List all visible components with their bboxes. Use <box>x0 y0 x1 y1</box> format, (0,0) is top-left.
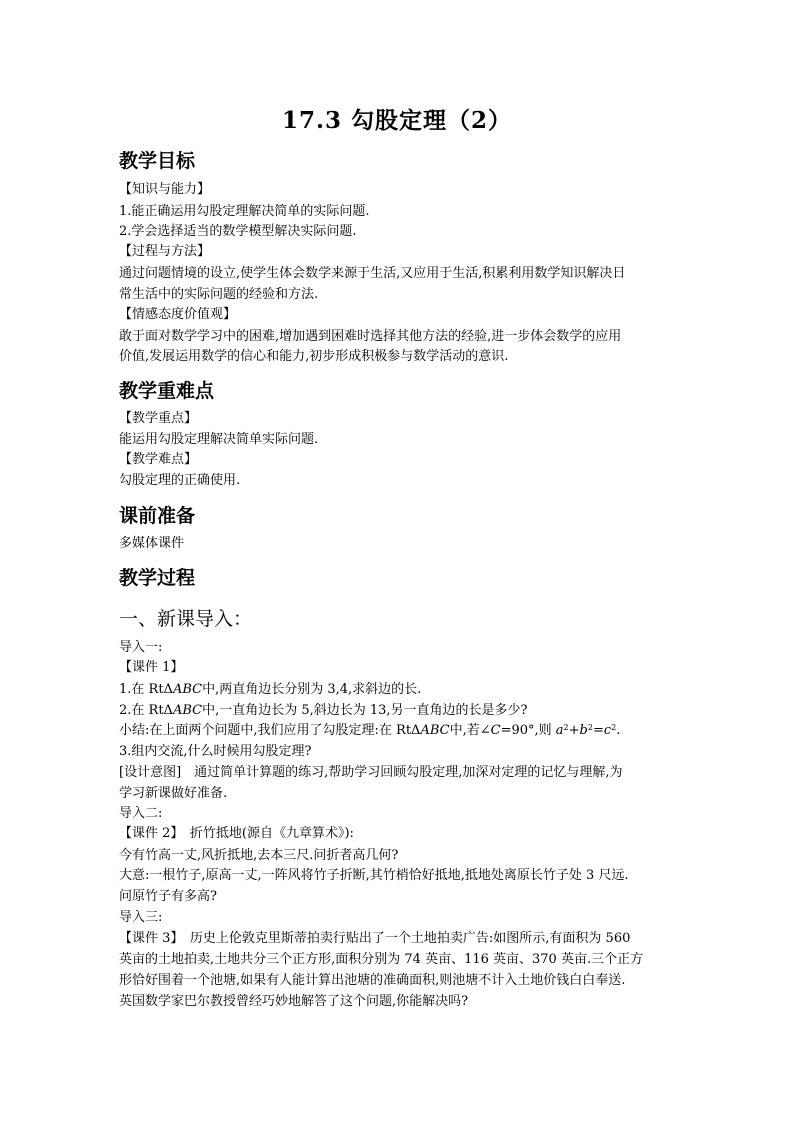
emotion-text-line-1: 敢于面对数学学习中的困难,增加遇到困难时选择其他方法的经验,进一步体会数学的应用 <box>119 329 622 344</box>
triangle-name: ABC <box>172 703 203 718</box>
question-2-prefix: 2.在 RtΔ <box>119 703 173 718</box>
plus: + <box>568 723 580 738</box>
courseware-2: 【课件 2】 折竹抵地(源自《九章算术》): <box>119 826 354 841</box>
page-title: 17.3 勾股定理（2） <box>281 107 513 134</box>
summary-condition: =90°,则 <box>500 723 552 738</box>
question-3: 3.组内交流,什么时候用勾股定理? <box>119 744 312 759</box>
focus-text: 能运用勾股定理解决简单实际问题. <box>119 432 319 447</box>
courseware-3-line-1: 【课件 3】 历史上伦敦克里斯蒂拍卖行贴出了一个土地拍卖广告:如图所示,有面积为 560 <box>119 931 631 946</box>
equals: = <box>592 723 604 738</box>
process-text-line-1: 通过问题情境的设立,使学生体会数学来源于生活,又应用于生活,积累利用数学知识解决日 <box>119 266 626 281</box>
var-a: a <box>555 723 564 738</box>
key-points-heading: 教学重难点 <box>119 380 215 402</box>
angle-vertex: C <box>490 723 501 738</box>
intro-2-label: 导入二: <box>119 806 163 821</box>
summary-prefix: 小结:在上面两个问题中,我们应用了勾股定理:在 RtΔ <box>119 723 421 738</box>
var-c: c <box>603 723 612 738</box>
exp: 2 <box>563 723 569 732</box>
summary-angle: 中,若∠ <box>449 723 491 738</box>
knowledge-item-1: 1.能正确运用勾股定理解决简单的实际问题. <box>119 204 370 219</box>
courseware-3-line-4: 英国数学家巴尔教授曾经巧妙地解答了这个问题,你能解决吗? <box>119 994 469 1009</box>
courseware-2-question: 今有竹高一丈,风折抵地,去本三尺.问折者高几何? <box>119 848 399 863</box>
emotion-label: 【情感态度价值观】 <box>119 307 237 322</box>
design-intent-line-2: 学习新课做好准备. <box>119 786 228 801</box>
intro-3-label: 导入三: <box>119 910 163 925</box>
process-label: 【过程与方法】 <box>119 244 211 259</box>
question-1 <box>119 683 421 696</box>
preparation-heading: 课前准备 <box>119 505 196 527</box>
courseware-2-meaning-line-1: 大意:一根竹子,原高一丈,一阵风将竹子折断,其竹梢恰好抵地,抵地处离原长竹子处 3 尺远. <box>119 868 629 883</box>
process-text-line-2: 常生活中的实际问题的经验和方法. <box>119 287 319 302</box>
courseware-3-line-3: 形恰好围着一个池塘,如果有人能计算出池塘的准确面积,则池塘不计入土地价钱白白奉送. <box>119 973 626 988</box>
summary <box>119 724 620 737</box>
objectives-heading: 教学目标 <box>119 150 196 172</box>
question-2 <box>119 704 528 717</box>
preparation-text: 多媒体课件 <box>119 536 185 551</box>
process-heading: 教学过程 <box>119 567 196 589</box>
courseware-3-line-2: 英亩的土地拍卖,土地共分三个正方形,面积分别为 74 英亩、116 英亩、370 英亩.三个正方 <box>119 952 644 967</box>
knowledge-item-2: 2.学会选择适当的数学模型解决实际问题. <box>119 224 357 239</box>
pythagorean-formula <box>556 723 621 738</box>
difficulty-text: 勾股定理的正确使用. <box>119 473 241 488</box>
triangle-name: ABC <box>420 723 450 738</box>
question-2-rest: 中,一直角边长为 5,斜边长为 13,另一直角边的长是多少? <box>202 703 528 718</box>
new-lesson-intro-heading: 一、新课导入： <box>119 608 253 630</box>
question-1-prefix: 1.在 RtΔ <box>119 682 173 697</box>
question-1-rest: 中,两直角边长分别为 3,4,求斜边的长. <box>202 682 422 697</box>
intro-1-label: 导入一: <box>119 640 163 655</box>
design-intent-line-1: [设计意图] 通过简单计算题的练习,帮助学习回顾勾股定理,加深对定理的记忆与理解,为 <box>119 765 623 780</box>
exp: 2 <box>587 723 593 732</box>
exp: 2 <box>611 723 617 732</box>
triangle-name: ABC <box>172 682 203 697</box>
period: . <box>616 723 621 738</box>
difficulty-label: 【教学难点】 <box>119 452 198 467</box>
emotion-text-line-2: 价值,发展运用数学的信心和能力,初步形成积极参与数学活动的意识. <box>119 349 509 364</box>
focus-label: 【教学重点】 <box>119 411 198 426</box>
knowledge-label: 【知识与能力】 <box>119 182 211 197</box>
courseware-1-label: 【课件 1】 <box>119 660 184 675</box>
courseware-2-meaning-line-2: 问原竹子有多高? <box>119 889 217 904</box>
var-b: b <box>579 723 588 738</box>
